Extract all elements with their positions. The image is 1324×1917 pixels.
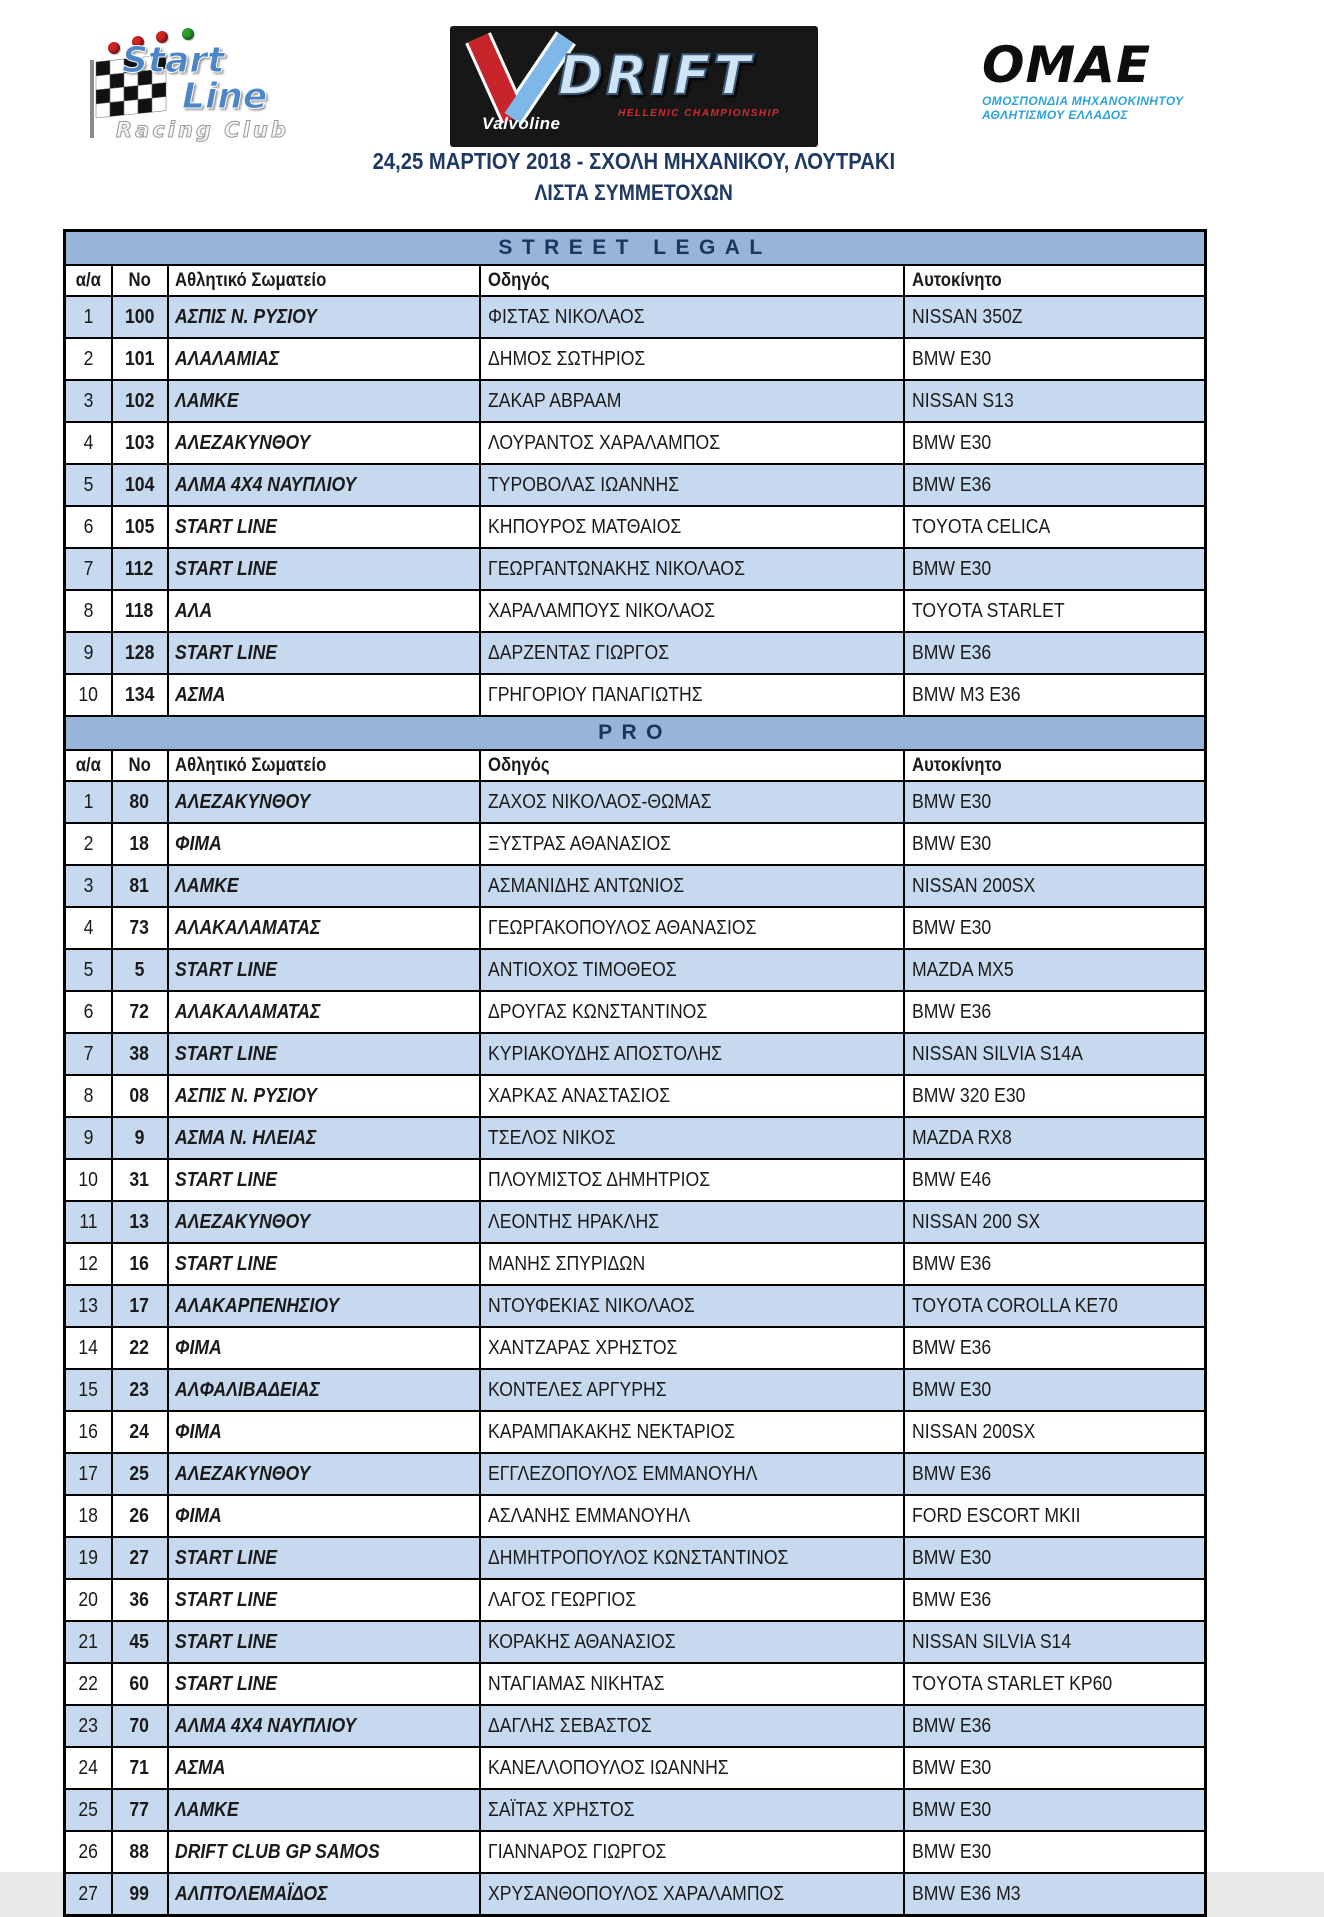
hellenic-championship-label: HELLENIC CHAMPIONSHIP: [618, 108, 781, 119]
cell-car: BMW E30: [904, 422, 1206, 464]
table-row: [65, 464, 1206, 506]
table-row: [65, 781, 1206, 823]
cell-index: 14: [65, 1327, 112, 1369]
cell-club: ΑΣΠΙΣ Ν. ΡΥΣΙΟΥ: [168, 1075, 480, 1117]
cell-index: 6: [65, 991, 112, 1033]
table-row: [65, 1621, 1206, 1663]
cell-number: 103: [112, 422, 168, 464]
cell-number: 22: [112, 1327, 168, 1369]
cell-index: 25: [65, 1789, 112, 1831]
cell-car: MAZDA MX5: [904, 949, 1206, 991]
cell-club: ΑΛΕΖΑΚΥΝΘΟΥ: [168, 1201, 480, 1243]
cell-driver: ΛΑΓΟΣ ΓΕΩΡΓΙΟΣ: [480, 1579, 904, 1621]
cell-number: 26: [112, 1495, 168, 1537]
cell-number: 99: [112, 1873, 168, 1916]
section-header: STREET LEGAL: [65, 231, 1206, 266]
cell-driver: ΔΗΜΟΣ ΣΩΤΗΡΙΟΣ: [480, 338, 904, 380]
table-row: [65, 1075, 1206, 1117]
cell-index: 7: [65, 548, 112, 590]
cell-club: ΑΛΑ: [168, 590, 480, 632]
cell-driver: ΧΑΝΤΖΑΡΑΣ ΧΡΗΣΤΟΣ: [480, 1327, 904, 1369]
cell-index: 4: [65, 422, 112, 464]
table-row: [65, 949, 1206, 991]
cell-driver: ΛΟΥΡΑΝΤΟΣ ΧΑΡΑΛΑΜΠΟΣ: [480, 422, 904, 464]
cell-car: NISSAN 200SX: [904, 1411, 1206, 1453]
table-row: [65, 907, 1206, 949]
red-light-icon: [108, 42, 120, 54]
cell-club: START LINE: [168, 1243, 480, 1285]
table-row: [65, 674, 1206, 716]
table-row: [65, 991, 1206, 1033]
cell-driver: ΖΑΧΟΣ ΝΙΚΟΛΑΟΣ-ΘΩΜΑΣ: [480, 781, 904, 823]
cell-car: BMW E36: [904, 1705, 1206, 1747]
cell-number: 88: [112, 1831, 168, 1873]
cell-number: 31: [112, 1159, 168, 1201]
cell-car: BMW E30: [904, 907, 1206, 949]
cell-index: 18: [65, 1495, 112, 1537]
cell-index: 23: [65, 1705, 112, 1747]
cell-driver: ΧΑΡΚΑΣ ΑΝΑΣΤΑΣΙΟΣ: [480, 1075, 904, 1117]
cell-index: 13: [65, 1285, 112, 1327]
cell-car: BMW E36: [904, 464, 1206, 506]
cell-club: ΑΣΜΑ: [168, 674, 480, 716]
cell-car: NISSAN SILVIA S14: [904, 1621, 1206, 1663]
omae-federation-line1: ΟΜΟΣΠΟΝΔΙΑ ΜΗΧΑΝΟΚΙΝΗΤΟΥ: [982, 94, 1184, 108]
cell-car: BMW E30: [904, 781, 1206, 823]
event-title: 24,25 ΜΑΡΤΙΟΥ 2018 - ΣΧΟΛΗ ΜΗΧΑΝΙΚΟΥ, ΛΟΥΤΡΑΚΙ: [372, 148, 895, 174]
cell-number: 60: [112, 1663, 168, 1705]
cell-driver: ΤΥΡΟΒΟΛΑΣ ΙΩΑΝΝΗΣ: [480, 464, 904, 506]
cell-car: NISSAN S13: [904, 380, 1206, 422]
cell-club: START LINE: [168, 1621, 480, 1663]
omae-logo: [982, 36, 1192, 122]
cell-number: 80: [112, 781, 168, 823]
table-row: [65, 1495, 1206, 1537]
cell-car: BMW E36: [904, 1453, 1206, 1495]
table-row: [65, 632, 1206, 674]
cell-index: 1: [65, 781, 112, 823]
cell-number: 77: [112, 1789, 168, 1831]
cell-driver: ΧΑΡΑΛΑΜΠΟΥΣ ΝΙΚΟΛΑΟΣ: [480, 590, 904, 632]
table-row: [65, 1789, 1206, 1831]
table-row: [65, 1033, 1206, 1075]
table-row: [65, 823, 1206, 865]
cell-index: 26: [65, 1831, 112, 1873]
cell-index: 27: [65, 1873, 112, 1916]
cell-car: NISSAN 200SX: [904, 865, 1206, 907]
cell-number: 38: [112, 1033, 168, 1075]
cell-number: 18: [112, 823, 168, 865]
section-row: [65, 231, 1206, 266]
cell-driver: ΕΓΓΛΕΖΟΠΟΥΛΟΣ ΕΜΜΑΝΟΥΗΛ: [480, 1453, 904, 1495]
cell-club: ΑΣΠΙΣ Ν. ΡΥΣΙΟΥ: [168, 296, 480, 338]
cell-club: ΑΣΜΑ: [168, 1747, 480, 1789]
cell-index: 22: [65, 1663, 112, 1705]
cell-number: 70: [112, 1705, 168, 1747]
cell-number: 25: [112, 1453, 168, 1495]
page-title: ΛΙΣΤΑ ΣΥΜΜΕΤΟΧΩΝ: [534, 180, 733, 205]
omae-federation-line2: ΑΘΛΗΤΙΣΜΟΥ ΕΛΛΑΔΟΣ: [982, 108, 1129, 122]
cell-club: ΑΛΕΖΑΚΥΝΘΟΥ: [168, 1453, 480, 1495]
green-light-icon: [182, 28, 194, 40]
cell-index: 3: [65, 380, 112, 422]
cell-number: 45: [112, 1621, 168, 1663]
cell-club: ΑΛΑΚΑΛΑΜΑΤΑΣ: [168, 907, 480, 949]
cell-number: 118: [112, 590, 168, 632]
cell-club: ΑΛΕΖΑΚΥΝΘΟΥ: [168, 781, 480, 823]
cell-index: 21: [65, 1621, 112, 1663]
cell-car: BMW E36: [904, 1243, 1206, 1285]
cell-index: 9: [65, 1117, 112, 1159]
cell-index: 6: [65, 506, 112, 548]
column-header: α/α: [65, 265, 112, 296]
column-header: No: [112, 750, 168, 781]
cell-driver: ΞΥΣΤΡΑΣ ΑΘΑΝΑΣΙΟΣ: [480, 823, 904, 865]
column-header: Οδηγός: [480, 750, 904, 781]
cell-car: BMW E30: [904, 1831, 1206, 1873]
table-row: [65, 1411, 1206, 1453]
cell-club: DRIFT CLUB GP SAMOS: [168, 1831, 480, 1873]
cell-driver: ΚΟΡΑΚΗΣ ΑΘΑΝΑΣΙΟΣ: [480, 1621, 904, 1663]
cell-number: 72: [112, 991, 168, 1033]
cell-index: 17: [65, 1453, 112, 1495]
startline-logo-word1: Start: [122, 40, 225, 81]
cell-club: ΦΙΜΑ: [168, 823, 480, 865]
cell-number: 9: [112, 1117, 168, 1159]
cell-club: ΛΑΜΚΕ: [168, 1789, 480, 1831]
cell-index: 10: [65, 1159, 112, 1201]
cell-index: 1: [65, 296, 112, 338]
cell-driver: ΛΕΟΝΤΗΣ ΗΡΑΚΛΗΣ: [480, 1201, 904, 1243]
cell-number: 102: [112, 380, 168, 422]
startline-racing-club-logo: [86, 28, 291, 146]
cell-driver: ΔΡΟΥΓΑΣ ΚΩΝΣΤΑΝΤΙΝΟΣ: [480, 991, 904, 1033]
cell-club: START LINE: [168, 1579, 480, 1621]
cell-driver: ΠΛΟΥΜΙΣΤΟΣ ΔΗΜΗΤΡΙΟΣ: [480, 1159, 904, 1201]
table-row: [65, 865, 1206, 907]
cell-driver: ΚΥΡΙΑΚΟΥΔΗΣ ΑΠΟΣΤΟΛΗΣ: [480, 1033, 904, 1075]
entry-list-table: [63, 229, 1207, 1917]
cell-index: 12: [65, 1243, 112, 1285]
cell-club: ΛΑΜΚΕ: [168, 380, 480, 422]
cell-car: BMW E36: [904, 632, 1206, 674]
cell-car: BMW E36: [904, 991, 1206, 1033]
table-row: [65, 380, 1206, 422]
cell-car: TOYOTA COROLLA KE70: [904, 1285, 1206, 1327]
cell-club: ΑΛΕΖΑΚΥΝΘΟΥ: [168, 422, 480, 464]
cell-car: TOYOTA CELICA: [904, 506, 1206, 548]
table-row: [65, 1663, 1206, 1705]
table-row: [65, 548, 1206, 590]
drift-wordmark: DRIFT: [558, 44, 754, 107]
cell-index: 5: [65, 464, 112, 506]
cell-index: 7: [65, 1033, 112, 1075]
cell-number: 81: [112, 865, 168, 907]
cell-number: 23: [112, 1369, 168, 1411]
cell-car: BMW E36: [904, 1327, 1206, 1369]
table-row: [65, 1537, 1206, 1579]
table-row: [65, 1747, 1206, 1789]
cell-car: NISSAN 200 SX: [904, 1201, 1206, 1243]
cell-index: 10: [65, 674, 112, 716]
section-header: PRO: [65, 716, 1206, 750]
cell-driver: ΚΑΝΕΛΛΟΠΟΥΛΟΣ ΙΩΑΝΝΗΣ: [480, 1747, 904, 1789]
table-row: [65, 1579, 1206, 1621]
cell-club: ΑΣΜΑ Ν. ΗΛΕΙΑΣ: [168, 1117, 480, 1159]
cell-index: 4: [65, 907, 112, 949]
cell-driver: ΦΙΣΤΑΣ ΝΙΚΟΛΑΟΣ: [480, 296, 904, 338]
cell-number: 24: [112, 1411, 168, 1453]
cell-car: BMW 320 E30: [904, 1075, 1206, 1117]
cell-club: ΦΙΜΑ: [168, 1495, 480, 1537]
cell-driver: ΑΣΛΑΝΗΣ ΕΜΜΑΝΟΥΗΛ: [480, 1495, 904, 1537]
cell-club: ΑΛΦΑΛΙΒΑΔΕΙΑΣ: [168, 1369, 480, 1411]
cell-club: START LINE: [168, 1537, 480, 1579]
cell-driver: ΝΤΟΥΦΕΚΙΑΣ ΝΙΚΟΛΑΟΣ: [480, 1285, 904, 1327]
cell-club: START LINE: [168, 949, 480, 991]
column-header: Αυτοκίνητο: [904, 750, 1206, 781]
cell-number: 73: [112, 907, 168, 949]
table-row: [65, 1117, 1206, 1159]
cell-driver: ΝΤΑΓΙΑΜΑΣ ΝΙΚΗΤΑΣ: [480, 1663, 904, 1705]
cell-club: START LINE: [168, 632, 480, 674]
startline-logo-word3: Racing Club: [116, 118, 289, 142]
cell-driver: ΜΑΝΗΣ ΣΠΥΡΙΔΩΝ: [480, 1243, 904, 1285]
cell-club: ΑΛΑΛΑΜΙΑΣ: [168, 338, 480, 380]
cell-number: 71: [112, 1747, 168, 1789]
column-header: No: [112, 265, 168, 296]
cell-car: BMW E30: [904, 1369, 1206, 1411]
valvoline-drift-logo: [450, 26, 818, 147]
cell-car: BMW E30: [904, 338, 1206, 380]
cell-driver: ΑΣΜΑΝΙΔΗΣ ΑΝΤΩΝΙΟΣ: [480, 865, 904, 907]
cell-number: 100: [112, 296, 168, 338]
cell-index: 15: [65, 1369, 112, 1411]
cell-driver: ΣΑΪΤΑΣ ΧΡΗΣΤΟΣ: [480, 1789, 904, 1831]
cell-driver: ΓΕΩΡΓΑΝΤΩΝΑΚΗΣ ΝΙΚΟΛΑΟΣ: [480, 548, 904, 590]
cell-car: BMW E30: [904, 1747, 1206, 1789]
cell-driver: ΚΟΝΤΕΛΕΣ ΑΡΓΥΡΗΣ: [480, 1369, 904, 1411]
cell-club: START LINE: [168, 506, 480, 548]
cell-driver: ΤΣΕΛΟΣ ΝΙΚΟΣ: [480, 1117, 904, 1159]
table-row: [65, 296, 1206, 338]
cell-club: ΑΛΑΚΑΛΑΜΑΤΑΣ: [168, 991, 480, 1033]
cell-club: START LINE: [168, 548, 480, 590]
cell-car: BMW E30: [904, 548, 1206, 590]
cell-driver: ΓΕΩΡΓΑΚΟΠΟΥΛΟΣ ΑΘΑΝΑΣΙΟΣ: [480, 907, 904, 949]
cell-index: 16: [65, 1411, 112, 1453]
cell-number: 134: [112, 674, 168, 716]
cell-index: 2: [65, 823, 112, 865]
cell-number: 128: [112, 632, 168, 674]
cell-driver: ΧΡΥΣΑΝΘΟΠΟΥΛΟΣ ΧΑΡΑΛΑΜΠΟΣ: [480, 1873, 904, 1916]
cell-car: TOYOTA STARLET: [904, 590, 1206, 632]
cell-car: BMW E36 M3: [904, 1873, 1206, 1916]
cell-number: 5: [112, 949, 168, 991]
valvoline-wordmark: Valvoline: [482, 114, 561, 133]
cell-number: 08: [112, 1075, 168, 1117]
table-row: [65, 590, 1206, 632]
cell-club: ΑΛΜΑ 4Χ4 ΝΑΥΠΛΙΟΥ: [168, 464, 480, 506]
cell-car: MAZDA RX8: [904, 1117, 1206, 1159]
table-row: [65, 1159, 1206, 1201]
cell-index: 9: [65, 632, 112, 674]
column-header: Οδηγός: [480, 265, 904, 296]
cell-driver: ΓΡΗΓΟΡΙΟΥ ΠΑΝΑΓΙΩΤΗΣ: [480, 674, 904, 716]
cell-number: 17: [112, 1285, 168, 1327]
column-header: Αθλητικό Σωματείο: [168, 750, 480, 781]
cell-number: 13: [112, 1201, 168, 1243]
cell-car: NISSAN SILVIA S14A: [904, 1033, 1206, 1075]
cell-number: 16: [112, 1243, 168, 1285]
cell-index: 3: [65, 865, 112, 907]
cell-club: ΦΙΜΑ: [168, 1411, 480, 1453]
table-row: [65, 1873, 1206, 1916]
table-row: [65, 1369, 1206, 1411]
cell-number: 104: [112, 464, 168, 506]
table-row: [65, 1705, 1206, 1747]
cell-club: START LINE: [168, 1159, 480, 1201]
cell-club: START LINE: [168, 1663, 480, 1705]
cell-driver: ΑΝΤΙΟΧΟΣ ΤΙΜΟΘΕΟΣ: [480, 949, 904, 991]
table-row: [65, 1243, 1206, 1285]
table-row: [65, 506, 1206, 548]
column-header: Αυτοκίνητο: [904, 265, 1206, 296]
cell-driver: ΖΑΚΑΡ ΑΒΡΑΑΜ: [480, 380, 904, 422]
column-header: α/α: [65, 750, 112, 781]
cell-car: BMW E30: [904, 823, 1206, 865]
cell-car: TOYOTA STARLET KP60: [904, 1663, 1206, 1705]
cell-club: ΑΛΠΤΟΛΕΜΑΪΔΟΣ: [168, 1873, 480, 1916]
cell-index: 11: [65, 1201, 112, 1243]
cell-number: 112: [112, 548, 168, 590]
column-header-row: [65, 265, 1206, 296]
column-header-row: [65, 750, 1206, 781]
cell-index: 19: [65, 1537, 112, 1579]
column-header: Αθλητικό Σωματείο: [168, 265, 480, 296]
cell-number: 105: [112, 506, 168, 548]
cell-index: 8: [65, 1075, 112, 1117]
cell-car: BMW E30: [904, 1789, 1206, 1831]
cell-car: BMW M3 E36: [904, 674, 1206, 716]
cell-driver: ΚΑΡΑΜΠΑΚΑΚΗΣ ΝΕΚΤΑΡΙΟΣ: [480, 1411, 904, 1453]
cell-index: 24: [65, 1747, 112, 1789]
cell-car: BMW E36: [904, 1579, 1206, 1621]
cell-club: ΑΛΜΑ 4Χ4 ΝΑΥΠΛΙΟΥ: [168, 1705, 480, 1747]
cell-driver: ΔΑΓΛΗΣ ΣΕΒΑΣΤΟΣ: [480, 1705, 904, 1747]
cell-car: FORD ESCORT MKII: [904, 1495, 1206, 1537]
cell-index: 5: [65, 949, 112, 991]
startline-logo-word2: Line: [182, 76, 268, 117]
cell-driver: ΓΙΑΝΝΑΡΟΣ ΓΙΩΡΓΟΣ: [480, 1831, 904, 1873]
table-row: [65, 1285, 1206, 1327]
cell-index: 2: [65, 338, 112, 380]
table-row: [65, 1327, 1206, 1369]
cell-number: 36: [112, 1579, 168, 1621]
cell-car: NISSAN 350Z: [904, 296, 1206, 338]
table-row: [65, 338, 1206, 380]
section-row: [65, 716, 1206, 750]
cell-club: ΛΑΜΚΕ: [168, 865, 480, 907]
cell-driver: ΔΗΜΗΤΡΟΠΟΥΛΟΣ ΚΩΝΣΤΑΝΤΙΝΟΣ: [480, 1537, 904, 1579]
cell-club: ΑΛΑΚΑΡΠΕΝΗΣΙΟΥ: [168, 1285, 480, 1327]
cell-number: 101: [112, 338, 168, 380]
table-row: [65, 422, 1206, 464]
cell-driver: ΚΗΠΟΥΡΟΣ ΜΑΤΘΑΙΟΣ: [480, 506, 904, 548]
cell-club: START LINE: [168, 1033, 480, 1075]
cell-index: 8: [65, 590, 112, 632]
cell-club: ΦΙΜΑ: [168, 1327, 480, 1369]
omae-acronym: OMAE: [982, 36, 1152, 94]
table-row: [65, 1831, 1206, 1873]
cell-index: 20: [65, 1579, 112, 1621]
table-row: [65, 1201, 1206, 1243]
table-row: [65, 1453, 1206, 1495]
cell-driver: ΔΑΡΖΕΝΤΑΣ ΓΙΩΡΓΟΣ: [480, 632, 904, 674]
cell-car: BMW E30: [904, 1537, 1206, 1579]
cell-car: BMW E46: [904, 1159, 1206, 1201]
cell-number: 27: [112, 1537, 168, 1579]
